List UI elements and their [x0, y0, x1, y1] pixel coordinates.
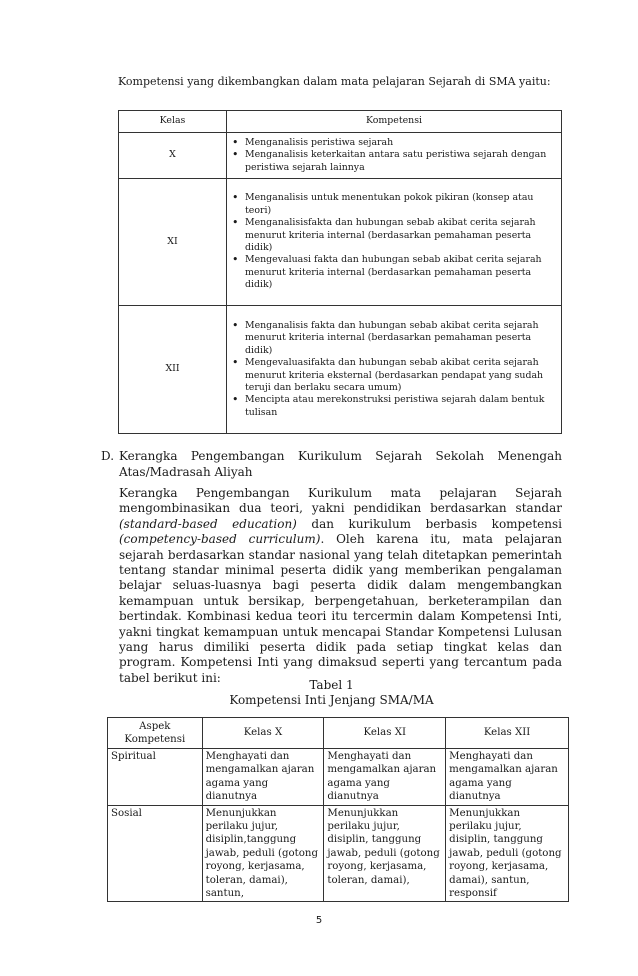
table-header-row: [108, 718, 569, 749]
paragraph-text: . Oleh karena itu, mata pelajaran sejarah berdasarkan standar nasional yang telah ditetapkan pemerintah tentang standar minimal peserta didik yang memberikan pengalaman belajar seluas-luasnya bagi peserta didik dalam mengembangkan kemampuan untuk bersikap, berpengetahuan, berketerampilan dan bertindak. Kombinasi kedua teori itu tercermin dalam Kompetensi Inti, yakni tingkat kemampuan untuk mencapai Standar Kompetensi Lulusan yang harus dimiliki peserta didik pada setiap tingkat kelas dan program. Kompetensi Inti yang dimaksud seperti yang tercantum pada tabel berikut ini:: [119, 532, 562, 685]
header-kelas-xi: Kelas XI: [324, 718, 446, 749]
section-heading: [101, 449, 562, 480]
kelas-x-cell: Menghayati dan mengamalkan ajaran agama yang dianutnya: [202, 749, 324, 806]
competency-table: [118, 110, 562, 434]
kelas-xii-cell: Menghayati dan mengamalkan ajaran agama yang dianutnya: [446, 749, 569, 806]
list-item: • Menganalisisfakta dan hubungan sebab akibat cerita sejarah menurut kriteria internal (berdasarkan pemahaman peserta didik): [245, 217, 557, 254]
list-item: • Menganalisis untuk menentukan pokok pikiran (konsep atau teori): [245, 192, 557, 217]
table-caption-number: Tabel 1: [309, 678, 354, 692]
header-kelas-xii: Kelas XII: [446, 718, 569, 749]
header-kelas: Kelas: [119, 111, 227, 133]
paragraph-italic: (competency-based curriculum): [119, 532, 321, 547]
kompetensi-cell: [227, 306, 562, 434]
section-paragraph: [119, 486, 562, 686]
list-item: • Mencipta atau merekonstruksi peristiwa sejarah dalam bentuk tulisan: [245, 394, 557, 419]
header-kompetensi: Kompetensi: [227, 111, 562, 133]
kompetensi-cell: [227, 179, 562, 306]
paragraph-text: dan kurikulum berbasis kompetensi: [296, 516, 562, 531]
header-kelas-x: Kelas X: [202, 718, 324, 749]
kelas-cell: X: [119, 133, 227, 179]
list-item: • Menganalisis peristiwa sejarah: [245, 137, 557, 149]
table-row-x: [119, 133, 562, 179]
section-label: D.: [101, 449, 115, 463]
paragraph-text: Kerangka Pengembangan Kurikulum mata pelajaran Sejarah mengombinasikan dua teori, yakni pendidikan berdasarkan standar: [119, 486, 562, 516]
table-row-xii: [119, 306, 562, 434]
table-row-sosial: [108, 805, 569, 902]
kompetensi-cell: [227, 133, 562, 179]
table-row-spiritual: [108, 749, 569, 806]
paragraph-italic: (standard-based education): [119, 516, 297, 531]
page-number: 5: [315, 915, 323, 926]
aspek-cell: Spiritual: [108, 749, 203, 806]
table-row-xi: [119, 179, 562, 306]
list-item: • Mengevaluasifakta dan hubungan sebab akibat cerita sejarah menurut kriteria eksternal (berdasarkan pendapat yang sudah teruji dan berlaku secara umum): [245, 357, 557, 394]
list-item: • Menganalisis fakta dan hubungan sebab akibat cerita sejarah menurut kriteria internal (berdasarkan pemahaman peserta didik): [245, 320, 557, 357]
list-item: • Mengevaluasi fakta dan hubungan sebab akibat cerita sejarah menurut kriteria internal (berdasarkan pemahaman peserta didik): [245, 254, 557, 291]
table-header-row: [119, 111, 562, 133]
header-aspek: Aspek Kompetensi: [108, 718, 203, 749]
kelas-xi-cell: Menunjukkan perilaku jujur, disiplin, tanggung jawab, peduli (gotong royong, kerjasama, toleran, damai),: [324, 805, 446, 902]
kelas-cell: XII: [119, 306, 227, 434]
aspek-cell: Sosial: [108, 805, 203, 902]
section-title: Kerangka Pengembangan Kurikulum Sejarah Sekolah Menengah Atas/Madrasah Aliyah: [119, 449, 562, 479]
list-item: • Menganalisis keterkaitan antara satu peristiwa sejarah dengan peristiwa sejarah lainnya: [245, 149, 557, 174]
intro-text: Kompetensi yang dikembangkan dalam mata pelajaran Sejarah di SMA yaitu:: [118, 75, 551, 88]
table-caption-title: Kompetensi Inti Jenjang SMA/MA: [229, 693, 434, 707]
core-competency-table: [107, 717, 569, 902]
section-d: [101, 449, 562, 686]
kelas-x-cell: Menunjukkan perilaku jujur, disiplin,tanggung jawab, peduli (gotong royong, kerjasama, toleran, damai), santun,: [202, 805, 324, 902]
kelas-cell: XI: [119, 179, 227, 306]
kelas-xii-cell: Menunjukkan perilaku jujur, disiplin, tanggung jawab, peduli (gotong royong, kerjasama, damai), santun, responsif: [446, 805, 569, 902]
kelas-xi-cell: Menghayati dan mengamalkan ajaran agama yang dianutnya: [324, 749, 446, 806]
